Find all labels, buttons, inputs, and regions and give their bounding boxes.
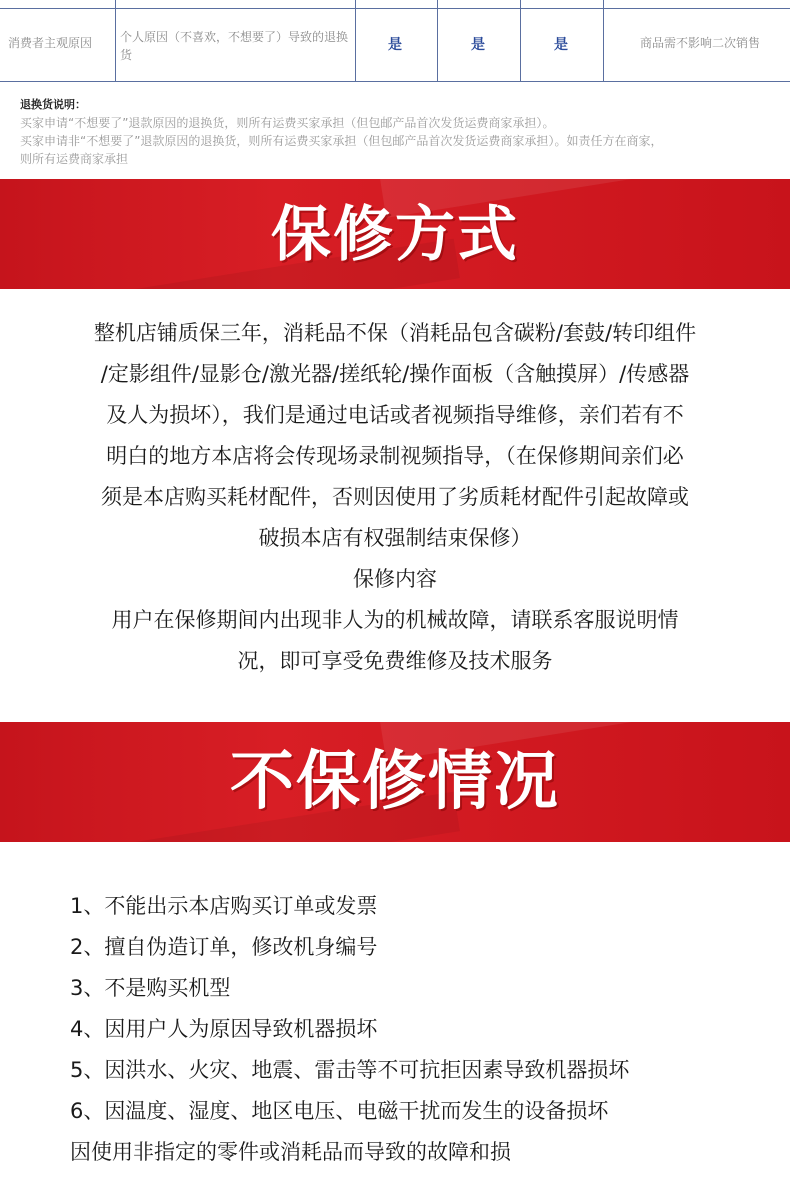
list-item: 6、因温度、湿度、地区电压、电磁干扰而发生的设备损坏	[70, 1099, 609, 1123]
list-item: 2、擅自伪造订单，修改机身编号	[70, 935, 378, 959]
warranty-banner-title: 保修方式	[271, 200, 519, 270]
warranty-line: 须是本店购买耗材配件，否则因使用了劣质耗材配件引起故障或	[101, 485, 689, 509]
list-item: 1、不能出示本店购买订单或发票	[70, 894, 378, 918]
warranty-text	[18, 313, 772, 682]
warranty-line: 用户在保修期间内出现非人为的机械故障，请联系客服说明情	[111, 608, 679, 632]
warranty-line: /定影组件/显影仓/激光器/搓纸轮/操作面板（含触摸屏）/传感器	[100, 362, 690, 386]
exclusion-banner-title: 不保修情况	[230, 745, 560, 819]
return-policy-table	[0, 0, 790, 82]
table-yes-2: 是	[471, 37, 485, 53]
warranty-line: 及人为损坏），我们是通过电话或者视频指导维修，亲们若有不	[106, 403, 684, 427]
return-note-title: 退换货说明：	[20, 98, 86, 111]
table-reason-text: 个人原因（不喜欢，不想要了）导致的退换货	[120, 30, 349, 62]
return-note	[20, 96, 780, 168]
exclusion-banner	[0, 722, 790, 842]
table-bottom-border	[0, 81, 790, 82]
table-yes-1: 是	[388, 37, 402, 53]
return-note-line: 买家申请非“不想要了”退款原因的退换货，则所有运费买家承担（但包邮产品首次发货运费商家承担）。如责任方在商家，	[20, 134, 663, 148]
return-note-line: 买家申请“不想要了”退款原因的退换货，则所有运费买家承担（但包邮产品首次发货运费商家承担）。	[20, 116, 555, 130]
list-item: 5、因洪水、火灾、地震、雷击等不可抗拒因素导致机器损坏	[70, 1058, 630, 1082]
warranty-line: 破损本店有权强制结束保修）	[258, 526, 532, 550]
list-item: 3、不是购买机型	[70, 976, 231, 1000]
exclusion-list	[70, 886, 780, 1173]
warranty-line: 明白的地方本店将会传现场录制视频指导，（在保修期间亲们必	[106, 444, 684, 468]
table-row-label: 消费者主观原因	[8, 36, 93, 50]
warranty-line: 保修内容	[353, 567, 437, 591]
list-item: 因使用非指定的零件或消耗品而导致的故障和损	[70, 1140, 511, 1164]
table-condition-text: 商品需不影响二次销售	[640, 36, 761, 50]
warranty-line: 况，即可享受免费维修及技术服务	[237, 649, 553, 673]
table-yes-3: 是	[554, 37, 568, 53]
warranty-line: 整机店铺质保三年，消耗品不保（消耗品包含碳粉/套鼓/转印组件	[93, 321, 697, 345]
warranty-banner	[0, 179, 790, 289]
list-item: 4、因用户人为原因导致机器损坏	[70, 1017, 378, 1041]
return-note-line: 则所有运费商家承担	[20, 152, 129, 166]
